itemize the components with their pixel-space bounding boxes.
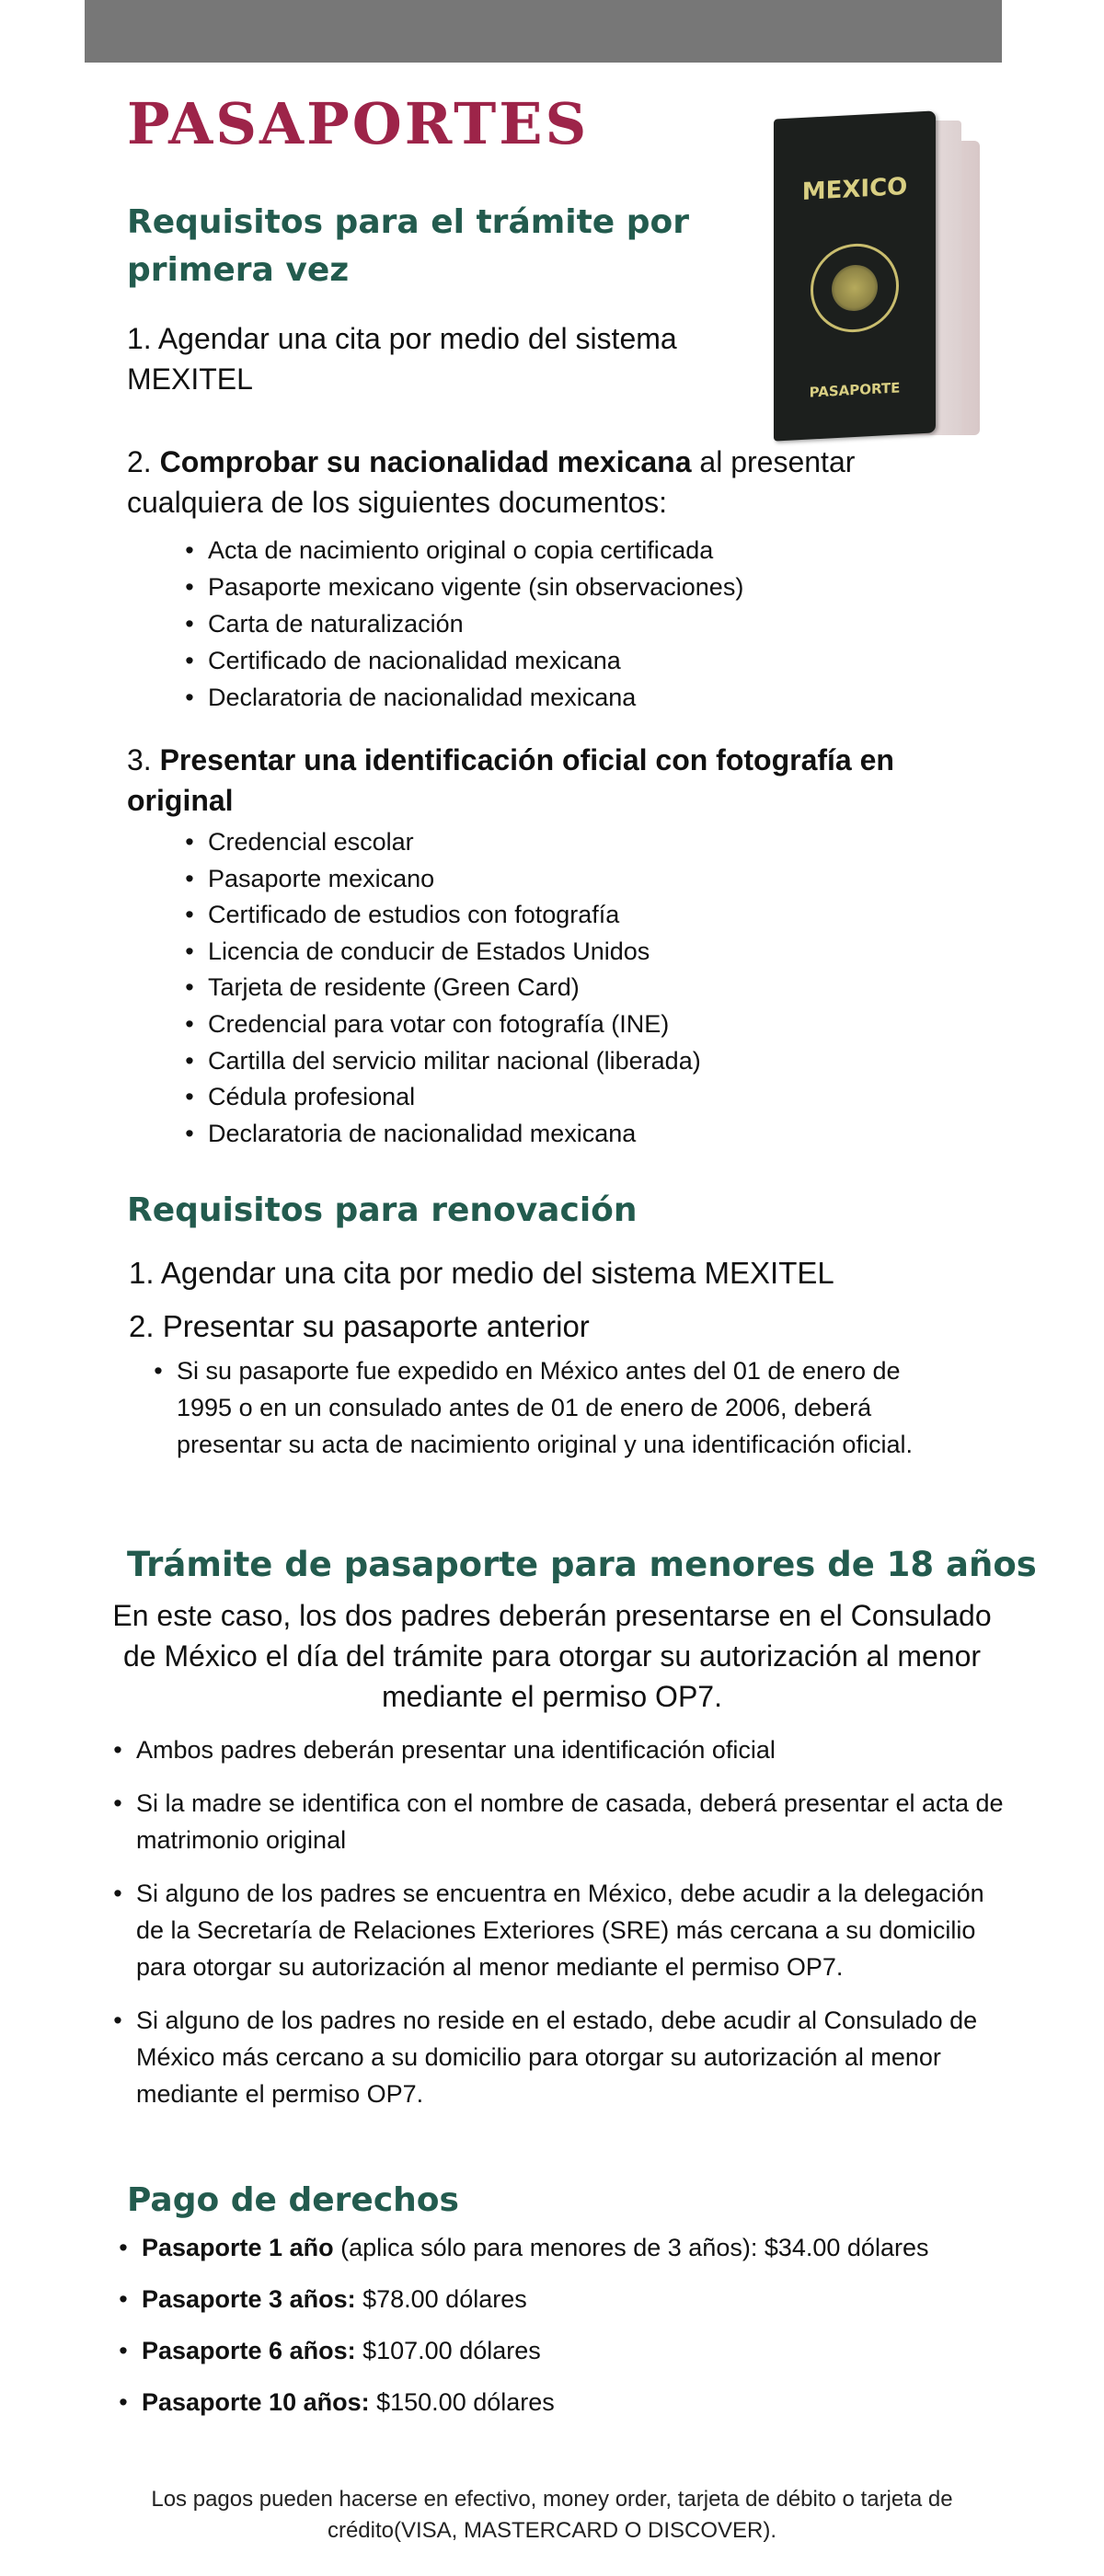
list-item-text: Pasaporte mexicano — [208, 864, 435, 892]
list-item — [178, 824, 701, 861]
renewal-step-1: 1. Agendar una cita por medio del sistema MEXITEL — [129, 1256, 834, 1290]
payment-methods-note: Los pagos pueden hacerse en efectivo, money order, tarjeta de débito o tarjeta de crédito(VISA, MASTERCARD O DISCOVER). — [151, 2487, 953, 2543]
list-item — [178, 532, 743, 569]
first-time-step-2 — [127, 442, 937, 523]
mexican-passport-image — [768, 115, 980, 446]
list-item — [178, 679, 743, 716]
list-item-text: Credencial para votar con fotografía (INE) — [208, 1009, 670, 1038]
list-item-text: Si alguno de los padres se encuentra en México, debe acudir a la delegación de la Secretaría de Relaciones Exteriores (SRE) más cercana a su domicilio para otorgar su autorización al menor mediante el permiso OP7. — [136, 1880, 984, 1981]
list-item-text: Cartilla del servicio militar nacional (liberada) — [208, 1046, 701, 1075]
section-heading-renewal: Requisitos para renovación — [127, 1191, 638, 1229]
fee-detail: $107.00 dólares — [355, 2337, 541, 2364]
list-item — [178, 642, 743, 679]
list-item-text: Si su pasaporte fue expedido en México antes del 01 de enero de 1995 o en un consulado antes de 01 de enero de 2006, deberá presentar su acta de nacimiento original y una identificación oficial. — [177, 1357, 913, 1458]
bullet-icon: • — [154, 1357, 163, 1385]
bullet-icon: • — [185, 684, 194, 711]
list-item — [107, 2002, 1008, 2112]
list-item-text: Si alguno de los padres no reside en el estado, debe acudir al Consulado de México más cercano a su domicilio para otorgar su autorización al menor mediante el permiso OP7. — [136, 2007, 978, 2108]
list-item — [178, 861, 701, 898]
fee-detail: $150.00 dólares — [369, 2388, 555, 2416]
list-item — [147, 1352, 957, 1463]
first-time-step-1: 1. Agendar una cita por medio del sistema MEXITEL — [127, 322, 677, 396]
list-item-text: Si la madre se identifica con el nombre de casada, deberá presentar el acta de matrimonio original — [136, 1789, 1004, 1854]
page-title: PASAPORTES — [127, 90, 590, 157]
list-item — [178, 569, 743, 605]
bullet-icon: • — [113, 2007, 122, 2034]
bullet-icon: • — [185, 1083, 194, 1111]
list-item-text: Pasaporte mexicano vigente (sin observaciones) — [208, 573, 744, 601]
list-item-text: Certificado de nacionalidad mexicana — [208, 647, 621, 674]
bullet-icon: • — [185, 1119, 194, 1147]
bullet-icon: • — [119, 2234, 128, 2261]
list-item-text: Declaratoria de nacionalidad mexicana — [208, 684, 637, 711]
fee-item — [112, 2329, 940, 2372]
list-item — [107, 1785, 1008, 1858]
list-item — [178, 1043, 701, 1080]
bullet-icon: • — [185, 573, 194, 601]
step-bold-text: Comprobar su nacionalidad mexicana — [159, 445, 692, 478]
fee-item — [112, 2278, 940, 2320]
fee-label: Pasaporte 3 años: — [142, 2285, 356, 2313]
section-heading-fees: Pago de derechos — [127, 2181, 459, 2219]
step-number: 2. — [127, 445, 152, 478]
bullet-icon: • — [119, 2285, 128, 2313]
bullet-icon: • — [185, 1046, 194, 1075]
step-number: 3. — [127, 743, 152, 776]
top-banner-bar — [85, 0, 1002, 63]
list-item-text: Certificado de estudios con fotografía — [208, 901, 620, 929]
list-item — [178, 897, 701, 934]
nationality-documents-list — [178, 532, 743, 716]
renewal-notes-list — [147, 1352, 957, 1463]
list-item-text: Carta de naturalización — [208, 610, 464, 638]
fee-item — [112, 2226, 940, 2269]
fee-detail: (aplica sólo para menores de 3 años): $34.00 dólares — [333, 2234, 929, 2261]
list-item-text: Tarjeta de residente (Green Card) — [208, 973, 580, 1002]
list-item-text: Credencial escolar — [208, 828, 414, 856]
bullet-icon: • — [185, 973, 194, 1002]
step-bold-text: Presentar una identificación oficial con fotografía en original — [127, 743, 894, 817]
list-item-text: Ambos padres deberán presentar una identificación oficial — [136, 1736, 776, 1764]
bullet-icon: • — [185, 901, 194, 929]
passport-label-text: PASAPORTE — [809, 379, 901, 401]
list-item — [178, 970, 701, 1006]
passport-cover — [774, 110, 936, 441]
bullet-icon: • — [185, 647, 194, 674]
list-item — [107, 1731, 1008, 1768]
bullet-icon: • — [113, 1880, 122, 1907]
list-item — [178, 1006, 701, 1043]
list-item — [178, 1079, 701, 1116]
bullet-icon: • — [119, 2388, 128, 2416]
bullet-icon: • — [119, 2337, 128, 2364]
list-item-text: Licencia de conducir de Estados Unidos — [208, 937, 650, 965]
minors-requirements-list — [107, 1731, 1008, 2129]
bullet-icon: • — [185, 610, 194, 638]
first-time-step-3 — [127, 740, 992, 821]
list-item-text: Acta de nacimiento original o copia certificada — [208, 536, 714, 564]
coat-of-arms-icon — [811, 241, 899, 334]
list-item — [107, 1875, 1008, 1985]
section-heading-minors: Trámite de pasaporte para menores de 18 años — [127, 1545, 1037, 1584]
list-item-text: Cédula profesional — [208, 1083, 416, 1111]
bullet-icon: • — [185, 937, 194, 965]
bullet-icon: • — [185, 536, 194, 564]
bullet-icon: • — [113, 1789, 122, 1817]
bullet-icon: • — [185, 864, 194, 892]
fee-label: Pasaporte 1 año — [142, 2234, 334, 2261]
passport-country-text: MEXICO — [801, 172, 908, 207]
fee-detail: $78.00 dólares — [355, 2285, 527, 2313]
renewal-step-2: 2. Presentar su pasaporte anterior — [129, 1309, 590, 1343]
fee-item — [112, 2381, 940, 2423]
fees-list — [112, 2226, 940, 2432]
bullet-icon: • — [185, 1009, 194, 1038]
bullet-icon: • — [113, 1736, 122, 1764]
minors-intro-text: En este caso, los dos padres deberán presentarse en el Consulado de México el día del trámite para otorgar su autorización al menor mediante el permiso OP7. — [112, 1599, 992, 1713]
list-item — [178, 605, 743, 642]
list-item — [178, 1116, 701, 1153]
fee-label: Pasaporte 6 años: — [142, 2337, 356, 2364]
fee-label: Pasaporte 10 años: — [142, 2388, 370, 2416]
bullet-icon: • — [185, 828, 194, 856]
section-heading-first-time: Requisitos para el trámite por primera vez — [127, 203, 689, 289]
step-rest-text: al presentar cualquiera de los siguientes documentos: — [127, 445, 856, 519]
official-id-list — [178, 824, 701, 1152]
list-item — [178, 934, 701, 971]
list-item-text: Declaratoria de nacionalidad mexicana — [208, 1119, 637, 1147]
